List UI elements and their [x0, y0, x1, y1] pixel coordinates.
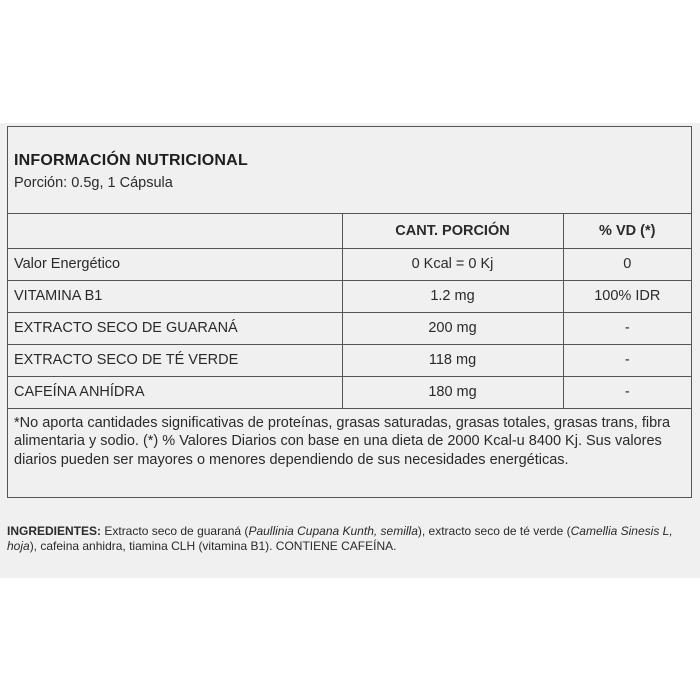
nutrient-dv: 100% IDR: [563, 280, 691, 312]
nutrition-facts-box: [7, 126, 692, 498]
nutrient-name: EXTRACTO SECO DE GUARANÁ: [8, 312, 342, 344]
nutrient-amount: 200 mg: [342, 312, 563, 344]
nutrient-amount: 1.2 mg: [342, 280, 563, 312]
table-row: [8, 344, 691, 376]
nutrient-dv: -: [563, 312, 691, 344]
nutrition-title: INFORMACIÓN NUTRICIONAL: [14, 152, 248, 169]
nutrient-amount: 0 Kcal = 0 Kj: [342, 248, 563, 280]
column-header-nutrient: [8, 214, 342, 248]
ingredients-label: INGREDIENTES:: [7, 524, 102, 538]
nutrient-amount: 118 mg: [342, 344, 563, 376]
nutrition-header: [8, 127, 691, 214]
nutrient-amount: 180 mg: [342, 376, 563, 408]
table-row: [8, 280, 691, 312]
table-header-row: [8, 214, 691, 248]
table-row: [8, 376, 691, 408]
nutrient-name: VITAMINA B1: [8, 280, 342, 312]
column-header-dv: % VD (*): [563, 214, 691, 248]
ingredients-part: ), cafeina anhidra, tiamina CLH (vitamina B1). CONTIENE CAFEÍNA.: [29, 538, 397, 553]
nutrient-dv: -: [563, 376, 691, 408]
nutrition-panel: [0, 123, 700, 578]
ingredients-part: ), extracto seco de té verde (: [417, 524, 571, 538]
table-row: [8, 248, 691, 280]
table-row: [8, 312, 691, 344]
nutrient-dv: -: [563, 344, 691, 376]
nutrient-name: EXTRACTO SECO DE TÉ VERDE: [8, 344, 342, 376]
ingredients-text: [7, 524, 690, 553]
column-header-amount: CANT. PORCIÓN: [342, 214, 563, 248]
nutrient-name: Valor Energético: [8, 248, 342, 280]
nutrition-table: [8, 214, 691, 409]
ingredients-scientific-name: Camellia Sinesis L, hoja: [7, 524, 673, 553]
ingredients-scientific-name: Paullinia Cupana Kunth, semilla: [248, 524, 418, 538]
nutrient-name: CAFEÍNA ANHÍDRA: [8, 376, 342, 408]
serving-size: Porción: 0.5g, 1 Cápsula: [14, 175, 173, 191]
nutrient-dv: 0: [563, 248, 691, 280]
ingredients-part: Extracto seco de guaraná (: [101, 524, 249, 538]
daily-value-footnote: *No aporta cantidades significativas de proteínas, grasas saturadas, grasas totales, grasas trans, fibra alimentaria y sodio. (*) % Valores Diarios con base en una dieta de 2000 Kcal-u 8400 Kj. Sus valores diarios pueden ser mayores o menores dependiendo de sus necesidades energéticas.: [14, 414, 671, 468]
